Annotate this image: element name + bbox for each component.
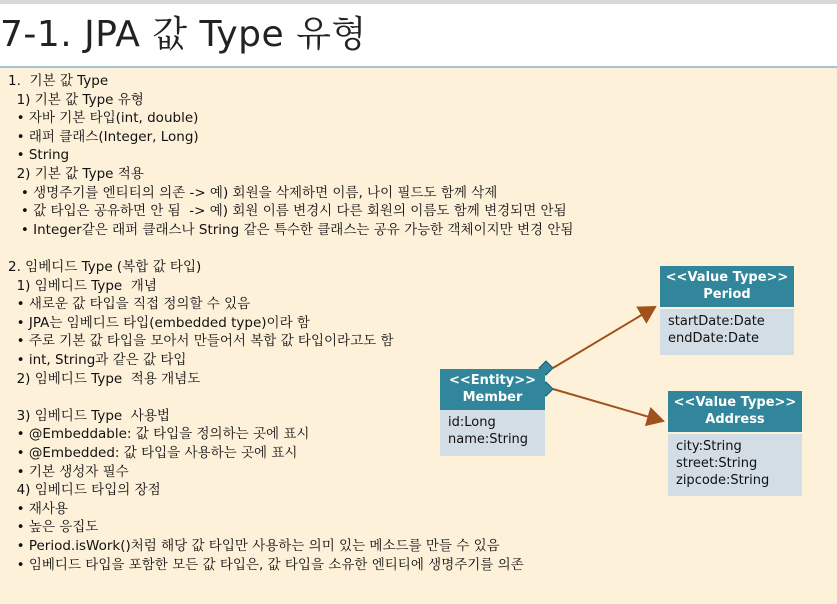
- body-text-line: • Period.isWork()처럼 해당 값 타입만 사용하는 의미 있는 메소드를 만들 수 있음: [8, 538, 500, 554]
- period-stereotype: <<Value Type>>: [665, 270, 789, 285]
- body-text-line: 2) 임베디드 Type 적용 개념도: [8, 370, 201, 387]
- member-stereotype: <<Entity>>: [448, 373, 537, 388]
- address-box-header: [668, 391, 802, 432]
- body-text-line: • 생명주기를 엔티티의 의존 -> 예) 회원을 삭제하면 이름, 나이 필드도 함께 삭제: [8, 184, 498, 201]
- body-text-line: • String: [8, 147, 70, 164]
- body-text-line: • JPA는 임베디드 타입(embedded type)이라 함: [8, 314, 310, 331]
- body-text-line: • @Embeddable: 값 타입을 정의하는 곳에 표시: [8, 426, 310, 443]
- period-field: startDate:Date: [668, 314, 765, 329]
- period-box-header: [660, 266, 794, 307]
- body-text-line: • Integer같은 래퍼 클래스나 String 같은 특수한 클래스는 공유 가능한 객체이지만 변경 안됨: [8, 221, 574, 238]
- body-text-line: • 높은 응집도: [8, 519, 99, 536]
- period-field: endDate:Date: [668, 331, 760, 346]
- body-text-line: 1) 기본 값 Type 유형: [8, 91, 144, 108]
- body-text-line: • @Embedded: 값 타입을 사용하는 곳에 표시: [8, 445, 298, 461]
- member-box-header: [440, 369, 545, 410]
- period-valuetype-box: [660, 266, 794, 355]
- member-field: id:Long: [448, 415, 496, 430]
- period-box-fields: [660, 307, 794, 355]
- body-text-line: • 임베디드 타입을 포함한 모든 값 타입은, 값 타입을 소유한 엔티티에 생명주기를 의존: [8, 556, 524, 573]
- address-field: street:String: [676, 456, 758, 471]
- period-name: Period: [703, 287, 751, 302]
- arrow-member-to-address: [553, 389, 663, 421]
- body-text-line: • 자바 기본 타입(int, double): [8, 110, 199, 127]
- address-box-fields: [668, 432, 802, 496]
- address-stereotype: <<Value Type>>: [673, 395, 797, 410]
- slide-title: 7-1. JPA 값 Type 유형: [0, 14, 367, 55]
- body-text-line: 2. 임베디드 Type (복합 값 타입): [8, 259, 202, 275]
- member-name: Member: [462, 390, 523, 405]
- body-text-line: 4) 임베디드 타입의 장점: [8, 482, 161, 499]
- address-valuetype-box: [668, 391, 802, 496]
- address-name: Address: [705, 412, 765, 427]
- arrow-member-to-period: [553, 307, 655, 368]
- member-entity-box: [440, 369, 545, 456]
- body-text-line: • int, String과 같은 값 타입: [8, 352, 187, 368]
- body-text-line: 3) 임베디드 Type 사용법: [8, 407, 170, 424]
- body-text-line: • 주로 기본 값 타입을 모아서 만들어서 복합 값 타입이라고도 함: [8, 333, 394, 350]
- member-field: name:String: [448, 432, 529, 447]
- body-text-line: • 재사용: [8, 500, 68, 517]
- body-text-line: • 래퍼 클래스(Integer, Long): [8, 128, 199, 145]
- body-text-line: • 값 타입은 공유하면 안 됨 -> 예) 회원 이름 변경시 다른 회원의 이름도 함께 변경되면 안됨: [8, 203, 567, 220]
- member-box-fields: [440, 410, 545, 456]
- body-text-line: • 기본 생성자 필수: [8, 463, 129, 480]
- body-text-line: • 새로운 값 타입을 직접 정의할 수 있음: [8, 296, 251, 313]
- body-text-line: 1. 기본 값 Type: [8, 73, 109, 89]
- address-field: zipcode:String: [676, 473, 770, 488]
- body-text-line: 1) 임베디드 Type 개념: [8, 277, 157, 294]
- address-field: city:String: [676, 439, 742, 454]
- body-text-line: 2) 기본 값 Type 적용: [8, 166, 144, 182]
